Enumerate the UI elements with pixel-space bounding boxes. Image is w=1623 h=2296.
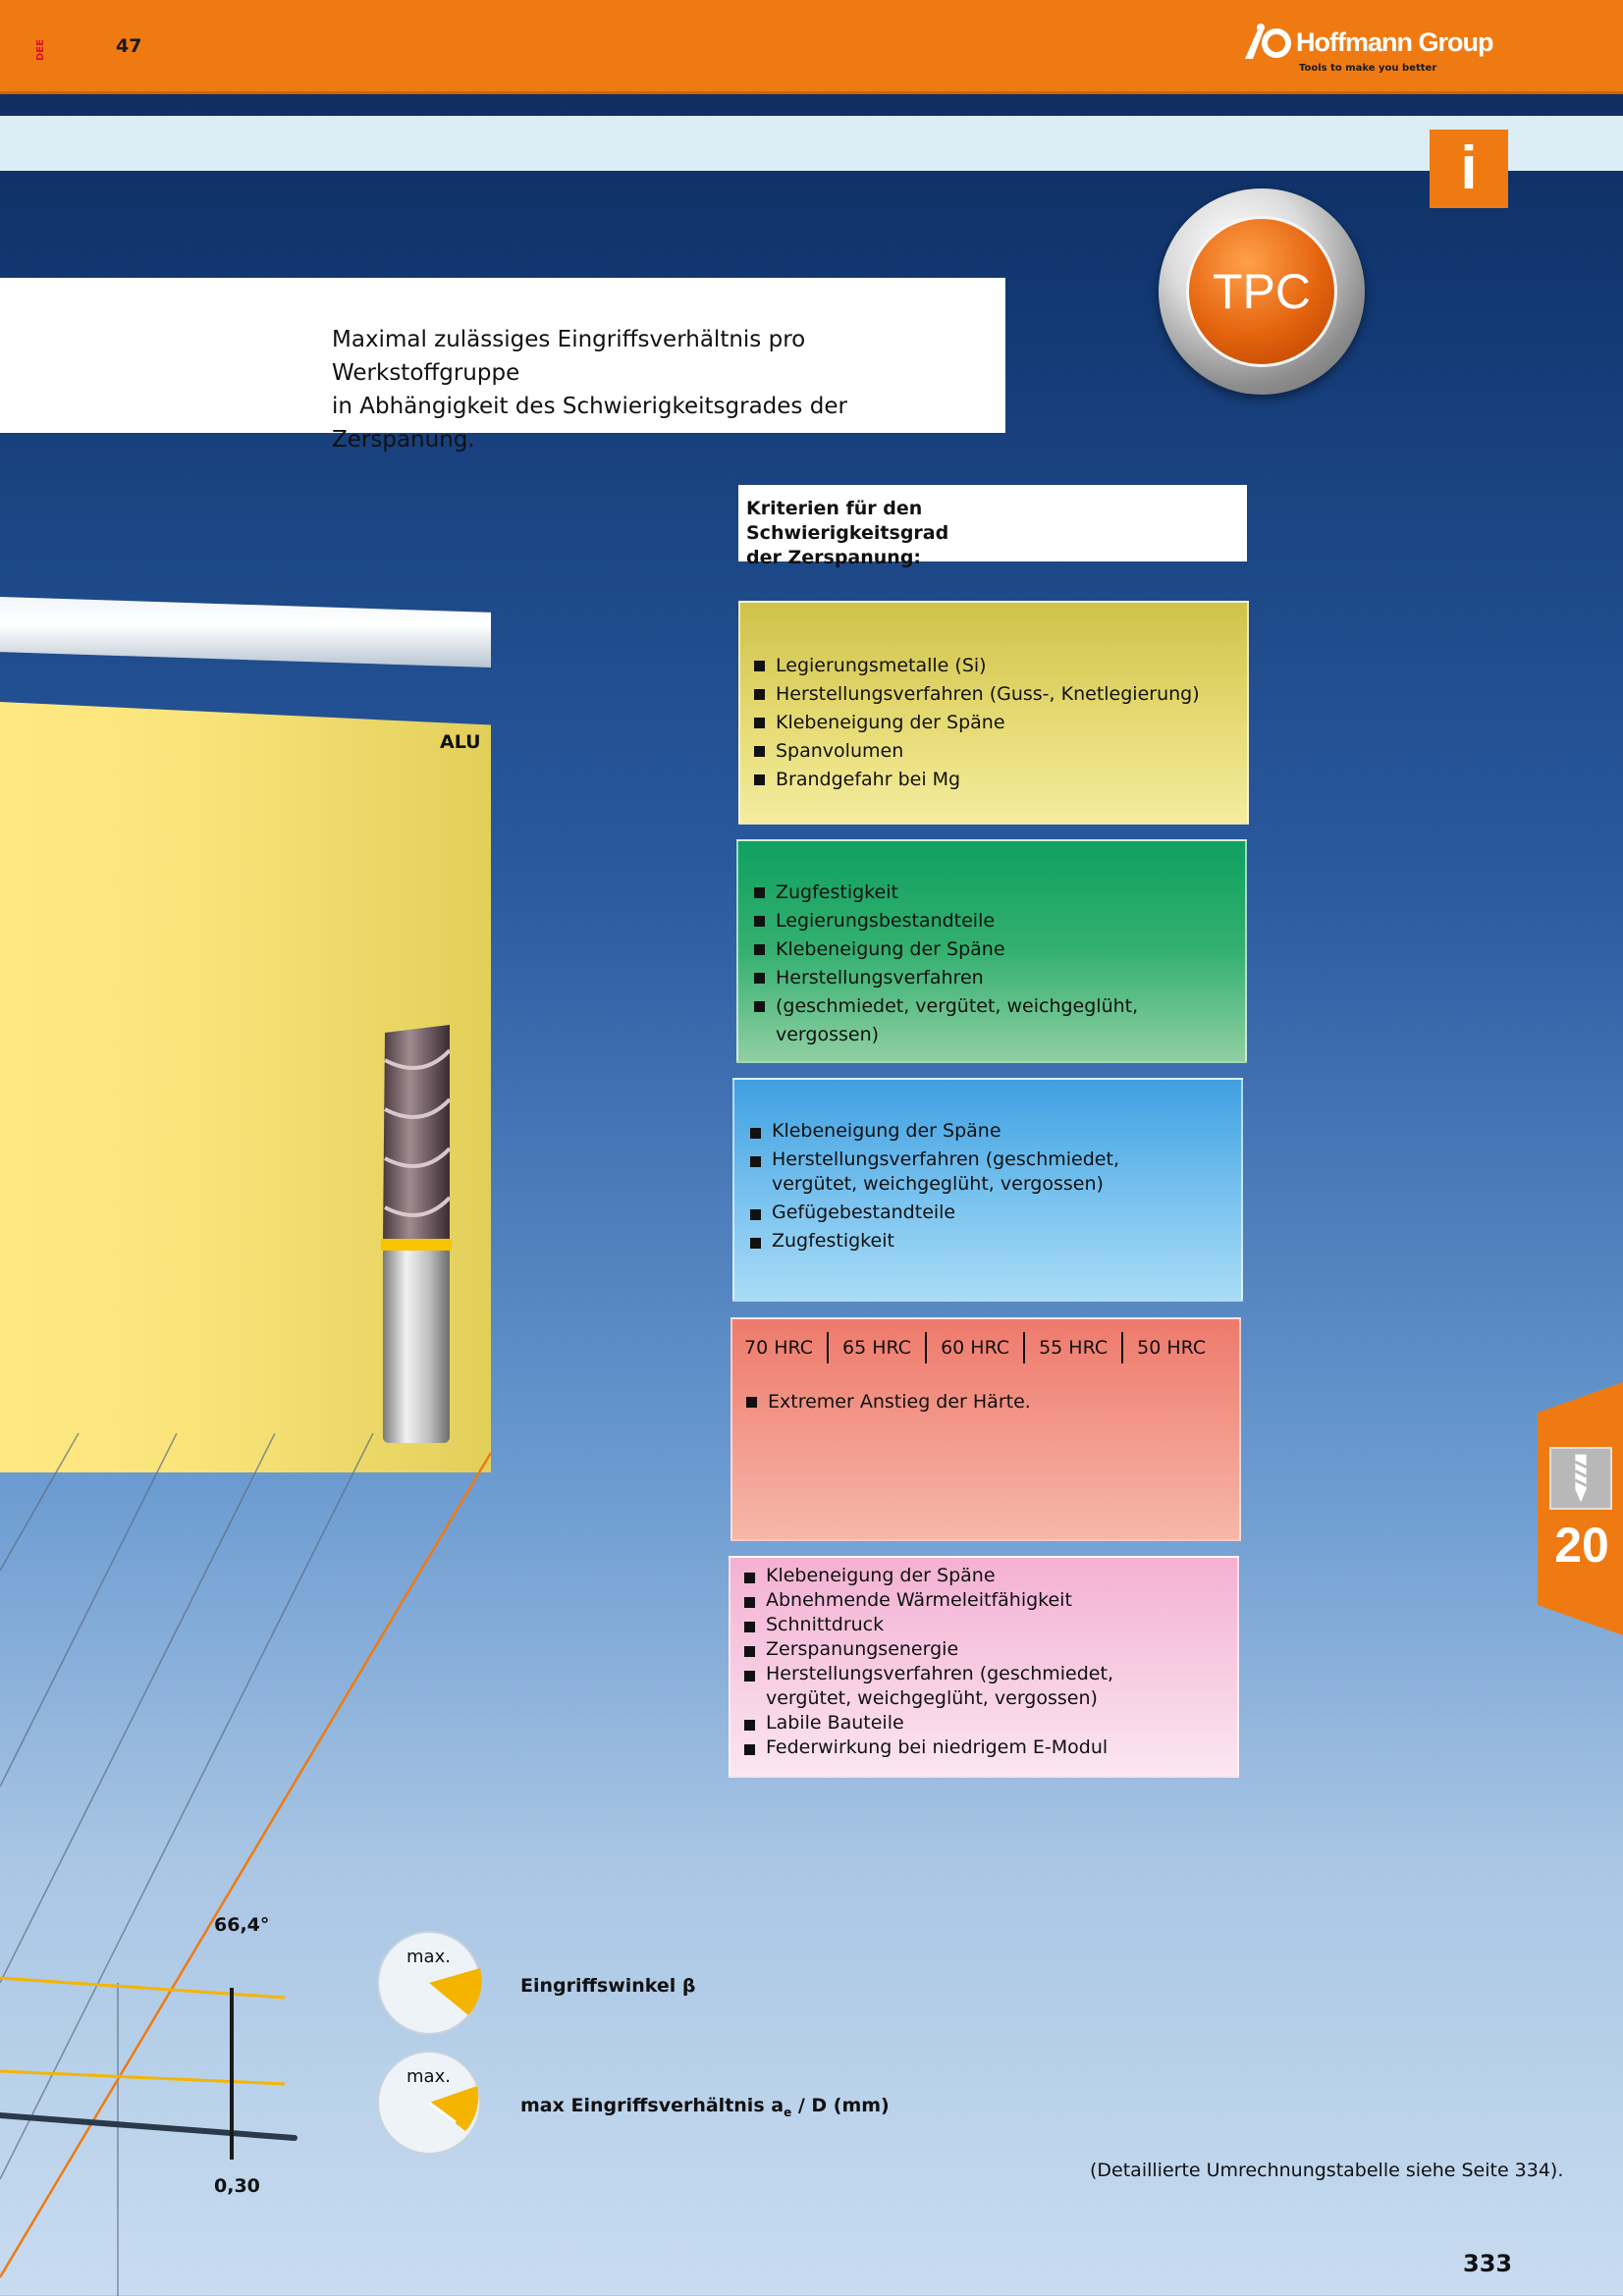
list-item: (geschmiedet, vergütet, weichgeglüht, vergossen) xyxy=(752,992,1245,1049)
angle-label: Eingriffswinkel β xyxy=(520,1975,696,1997)
list-item: Herstellungsverfahren xyxy=(752,964,1245,992)
criteria-header-line-1: Kriterien für den Schwierigkeitsgrad xyxy=(746,498,949,544)
tpc-seal xyxy=(1159,188,1365,395)
list-item: Herstellungsverfahren (geschmiedet, xyxy=(748,1148,1119,1172)
list-item-continued: vergütet, weichgeglüht, vergossen) xyxy=(772,1173,1104,1195)
criteria-list-steel xyxy=(752,879,1245,1049)
ratio-label-end: / D (mm) xyxy=(791,2095,890,2116)
criteria-box-alu xyxy=(738,601,1249,825)
criteria-box-hard xyxy=(730,1317,1241,1541)
list-item: Klebeneigung der Späne xyxy=(748,1119,1119,1144)
list-item: Schnittdruck xyxy=(742,1613,1113,1637)
hrc-value: 55 HRC xyxy=(1025,1332,1123,1363)
list-item: Labile Bauteile xyxy=(742,1711,1113,1735)
criteria-list-special xyxy=(742,1564,1113,1760)
value-bottom: 0,30 xyxy=(214,2175,260,2197)
perspective-grid xyxy=(0,1433,511,2296)
hrc-value: 50 HRC xyxy=(1137,1337,1207,1359)
ratio-label-main: max Eingriffsverhältnis a xyxy=(520,2095,784,2116)
list-item: Federwirkung bei niedrigem E-Modul xyxy=(742,1735,1113,1760)
shelf-bar xyxy=(0,597,491,667)
criteria-header xyxy=(738,485,1247,568)
material-label-alu: ALU xyxy=(440,731,481,753)
chapter-number: 20 xyxy=(1554,1518,1609,1573)
list-item: Spanvolumen xyxy=(752,737,1200,766)
brand-name: Hoffmann Group xyxy=(1296,27,1493,57)
angle-gauge-icon xyxy=(375,1929,483,2037)
list-item-continued: vergütet, weichgeglüht, vergossen) xyxy=(766,1687,1098,1709)
list-item: Klebeneigung der Späne xyxy=(752,709,1200,737)
brand-logo[interactable] xyxy=(1245,18,1520,79)
drill-bit-icon xyxy=(1549,1447,1612,1510)
ratio-label-sub: e xyxy=(784,2105,792,2119)
footnote: (Detaillierte Umrechnungstabelle siehe Seite 334). xyxy=(1090,2160,1564,2181)
intro-line-1: Maximal zulässiges Eingriffsverhältnis pro Werkstoffgruppe xyxy=(332,327,806,386)
ratio-label xyxy=(520,2095,890,2119)
intro-line-2: in Abhängigkeit des Schwierigkeitsgrades der Zerspanung. xyxy=(332,394,847,453)
list-item: Zerspanungsenergie xyxy=(742,1637,1113,1662)
info-badge[interactable]: i xyxy=(1430,130,1508,208)
header-page-ref: 47 xyxy=(116,35,142,57)
value-top: 66,4° xyxy=(214,1914,270,1936)
list-item: Klebeneigung der Späne xyxy=(752,935,1245,964)
criteria-header-text xyxy=(746,497,1119,570)
list-item: Gefügebestandteile xyxy=(748,1201,1119,1225)
criteria-list-hard xyxy=(744,1388,1031,1416)
criteria-list-alu xyxy=(752,652,1200,794)
ratio-gauge-icon xyxy=(375,2049,483,2157)
list-item: Abnehmende Wärmeleitfähigkeit xyxy=(742,1588,1113,1613)
criteria-box-stainless xyxy=(732,1078,1243,1302)
criteria-box-steel xyxy=(736,839,1247,1063)
list-item: Herstellungsverfahren (geschmiedet, xyxy=(742,1662,1113,1686)
list-item: Zugfestigkeit xyxy=(748,1229,1119,1254)
hrc-value: 60 HRC xyxy=(927,1332,1025,1363)
page-header xyxy=(0,0,1623,94)
brand-tagline: Tools to make you better xyxy=(1299,63,1437,74)
list-item: Legierungsbestandteile xyxy=(752,907,1245,935)
gauge-max-label: max. xyxy=(406,2066,451,2087)
hrc-value: 65 HRC xyxy=(829,1332,927,1363)
page-number: 333 xyxy=(1463,2250,1513,2277)
hrc-scale xyxy=(744,1331,1219,1364)
criteria-list-stainless xyxy=(748,1119,1119,1257)
list-item: Zugfestigkeit xyxy=(752,879,1245,907)
gauge-max-label: max. xyxy=(406,1947,451,1967)
light-band xyxy=(0,116,1623,171)
list-item: Extremer Anstieg der Härte. xyxy=(744,1388,1031,1416)
intro-text xyxy=(332,323,980,456)
criteria-header-line-2: der Zerspanung: xyxy=(746,547,922,568)
list-item: Herstellungsverfahren (Guss-, Knetlegierung) xyxy=(752,680,1200,709)
list-item: Brandgefahr bei Mg xyxy=(752,766,1200,794)
language-code: DEE xyxy=(35,39,46,61)
list-item: Klebeneigung der Späne xyxy=(742,1564,1113,1588)
criteria-box-special xyxy=(729,1556,1239,1778)
hrc-value: 70 HRC xyxy=(744,1332,829,1363)
hoffmann-logo-icon xyxy=(1245,22,1294,61)
end-mill-tool-image xyxy=(373,1021,461,1453)
intro-box xyxy=(0,278,1005,453)
list-item: Legierungsmetalle (Si) xyxy=(752,652,1200,680)
tpc-seal-label: TPC xyxy=(1186,216,1337,367)
